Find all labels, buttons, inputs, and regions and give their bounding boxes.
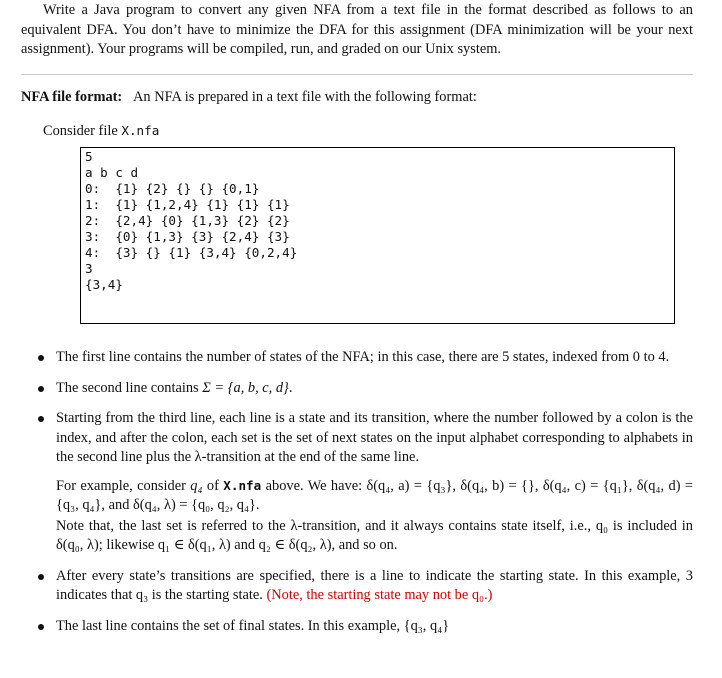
file-line-start: 3 bbox=[85, 261, 93, 276]
file-line-state-4: 4: {3} {} {1} {3,4} {0,2,4} bbox=[85, 245, 298, 260]
bullet-item bbox=[38, 617, 693, 637]
bullet-text: The first line contains the number of states of the NFA; in this case, there are 5 states, indexed from 0 to 4. bbox=[56, 349, 670, 365]
bullet-text: The second line contains bbox=[56, 379, 199, 396]
bullet-text: The last line contains the set of final states. In this example, {q₃, q₄} bbox=[56, 617, 450, 634]
file-line-state-3: 3: {0} {1,3} {3} {2,4} {3} bbox=[85, 229, 290, 244]
section-divider bbox=[21, 74, 693, 75]
format-heading: NFA file format: bbox=[21, 89, 123, 105]
bullet-item bbox=[38, 348, 693, 368]
consider-filename: X.nfa bbox=[121, 123, 160, 138]
lambda-note: Note that, the last set is referred to the λ-transition, and it always contains state itself, i.e., q₀ is included in δ(q₀, λ); likewise q₁ ∈ δ(q₁, λ) and q₂ ∈ δ(q₂, λ), and so on. bbox=[56, 517, 693, 553]
nfa-file-box bbox=[80, 147, 675, 324]
bullet-dot-icon bbox=[38, 574, 44, 580]
example-filename: X.nfa bbox=[223, 477, 262, 493]
bullet-item bbox=[38, 409, 693, 556]
bullet-text: After every state’s transitions are specified, there is a line to indicate the starting state. In this example, 3 indicates that q₃ is the starting state. bbox=[56, 567, 693, 603]
bullet-item bbox=[38, 567, 693, 606]
file-line-alphabet: a b c d bbox=[85, 165, 139, 180]
file-line-state-2: 2: {2,4} {0} {1,3} {2} {2} bbox=[85, 213, 290, 228]
bullet-dot-icon bbox=[38, 416, 44, 422]
consider-label: Consider file bbox=[43, 123, 118, 139]
bullet-item: The second line contains Σ = {a, b, c, d}. bbox=[38, 379, 693, 399]
bullet-list bbox=[38, 348, 693, 636]
bullet-dot-icon bbox=[38, 355, 44, 361]
format-paragraph bbox=[21, 88, 693, 108]
starting-state-note: (Note, the starting state may not be q₀.) bbox=[266, 587, 493, 603]
transition-example: For example, consider q₄ of X.nfa above. We have: δ(q₄, a) = {q₃}, δ(q₄, b) = {}, δ(q₄, c) = {q₁}, δ(q₄, d) = {q₃, q₄}, and δ(q₄, λ) = {q₀, q₂, q₄}. bbox=[56, 477, 693, 513]
intro-paragraph: Write a Java program to convert any given NFA from a text file in the format described as follows to an equivalent DFA. You don’t have to minimize the DFA for this assignment (DFA minimization will be your next assignment). Your programs will be compiled, run, and graded on our Unix system. bbox=[21, 2, 693, 57]
file-line-state-0: 0: {1} {2} {} {} {0,1} bbox=[85, 181, 260, 196]
bullet-text: Starting from the third line, each line is a state and its transition, where the number followed by a colon is the index, and after the colon, each set is the set of next states on the input alphabet corresponding to alphabets in the second line plus the λ-transition at the end of the same line. bbox=[56, 410, 693, 465]
file-line-state-1: 1: {1} {1,2,4} {1} {1} {1} bbox=[85, 197, 290, 212]
bullet-dot-icon bbox=[38, 386, 44, 392]
format-description: An NFA is prepared in a text file with the following format: bbox=[133, 89, 477, 105]
sigma-definition: Σ = {a, b, c, d} bbox=[202, 379, 289, 396]
bullet-dot-icon bbox=[38, 624, 44, 630]
file-line-states: 5 bbox=[85, 149, 93, 164]
file-line-final: {3,4} bbox=[85, 277, 123, 292]
consider-line bbox=[43, 121, 159, 142]
